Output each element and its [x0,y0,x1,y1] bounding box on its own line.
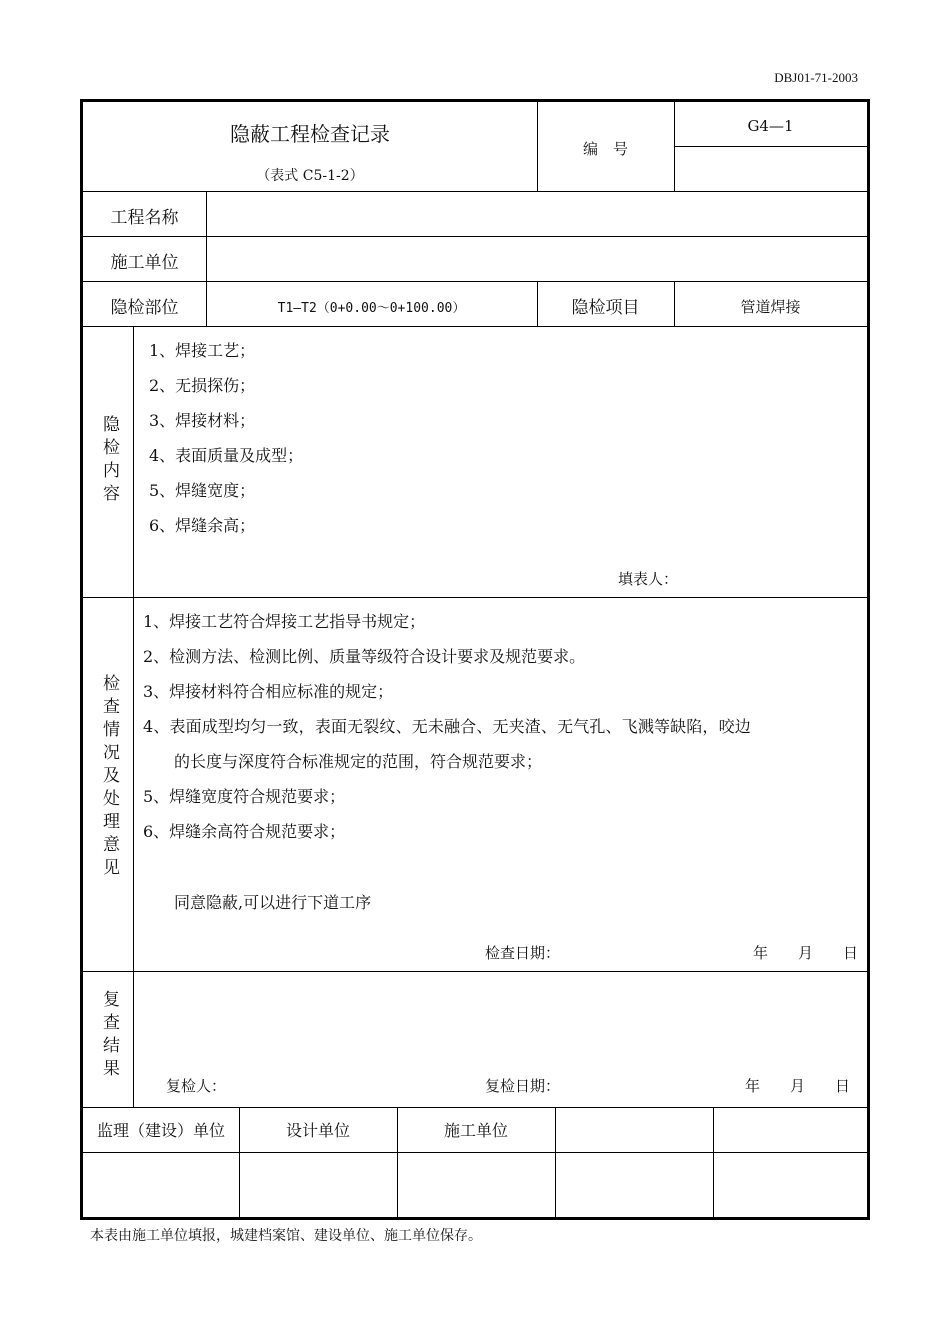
signoff-designer-cell[interactable] [240,1153,396,1215]
location-label: 隐检部位 [110,298,179,318]
inspection-date-label: 检查日期： [485,944,561,962]
content-list [149,338,849,588]
list-item: 5、焊缝宽度符合规范要求； [143,787,346,806]
signoff-designer-label: 设计单位 [285,1121,350,1140]
list-item: 4、表面成型均匀一致，表面无裂纹、无未融合、无夹渣、无气孔、飞溅等缺陷，咬边 [143,717,751,736]
list-item: 3、焊接材料； [149,411,256,430]
inspection-list [143,609,863,849]
contractor-label: 施工单位 [110,253,179,273]
list-item: 5、焊缝宽度； [149,481,256,500]
item-value: 管道焊接 [740,298,801,316]
record-form [80,99,870,1220]
number-value: G4—1 [747,117,794,135]
review-date-label: 复检日期： [485,1077,561,1095]
list-item: 1、焊接工艺； [149,341,256,360]
signoff-supervisor-label: 监理（建设）单位 [96,1121,225,1140]
inspection-section-label: 检查情况及处理意见 [99,674,119,881]
standard-code: DBJ01-71-2003 [774,70,858,85]
signoff-supervisor-cell[interactable] [84,1153,238,1215]
form-title: 隐蔽工程检查记录 [230,122,390,146]
footnote: 本表由施工单位填报，城建档案馆、建设单位、施工单位保存。 [90,1228,482,1244]
review-section-label: 复查结果 [99,990,119,1082]
location-value: T1—T2（0+0.00～0+100.00） [277,301,466,316]
list-item: 1、焊接工艺符合焊接工艺指导书规定； [143,612,426,631]
number-value-blank[interactable] [675,147,867,191]
signoff-contractor-label: 施工单位 [443,1121,508,1140]
list-item: 3、焊接材料符合相应标准的规定； [143,682,394,701]
list-item: 6、焊缝余高； [149,516,256,535]
signoff-contractor-cell[interactable] [398,1153,554,1215]
filler-label: 填表人： [618,570,679,588]
list-item: 2、检测方法、检测比例、质量等级符合设计要求及规范要求。 [143,647,586,666]
list-item: 6、焊缝余高符合规范要求； [143,822,346,841]
list-item: 4、表面质量及成型； [149,446,304,465]
list-item: 的长度与深度符合标准规定的范围，符合规范要求； [174,752,543,771]
signoff-extra-cell-2[interactable] [714,1153,866,1215]
item-label: 隐检项目 [571,298,640,318]
form-code: （表式 C5-1-2） [256,168,364,184]
reviewer-label: 复检人： [166,1077,227,1095]
conclusion-text: 同意隐蔽,可以进行下道工序 [174,893,372,912]
inspection-date-value: 年 月 日 [753,944,859,962]
list-item: 2、无损探伤； [149,376,256,395]
project-name-label: 工程名称 [110,208,179,228]
project-name-field[interactable] [213,204,863,234]
number-label: 编 号 [582,140,628,158]
signoff-extra-cell-1[interactable] [556,1153,712,1215]
contractor-field[interactable] [213,249,863,279]
content-section-label: 隐检内容 [99,415,119,507]
review-date-value: 年 月 日 [745,1077,851,1095]
